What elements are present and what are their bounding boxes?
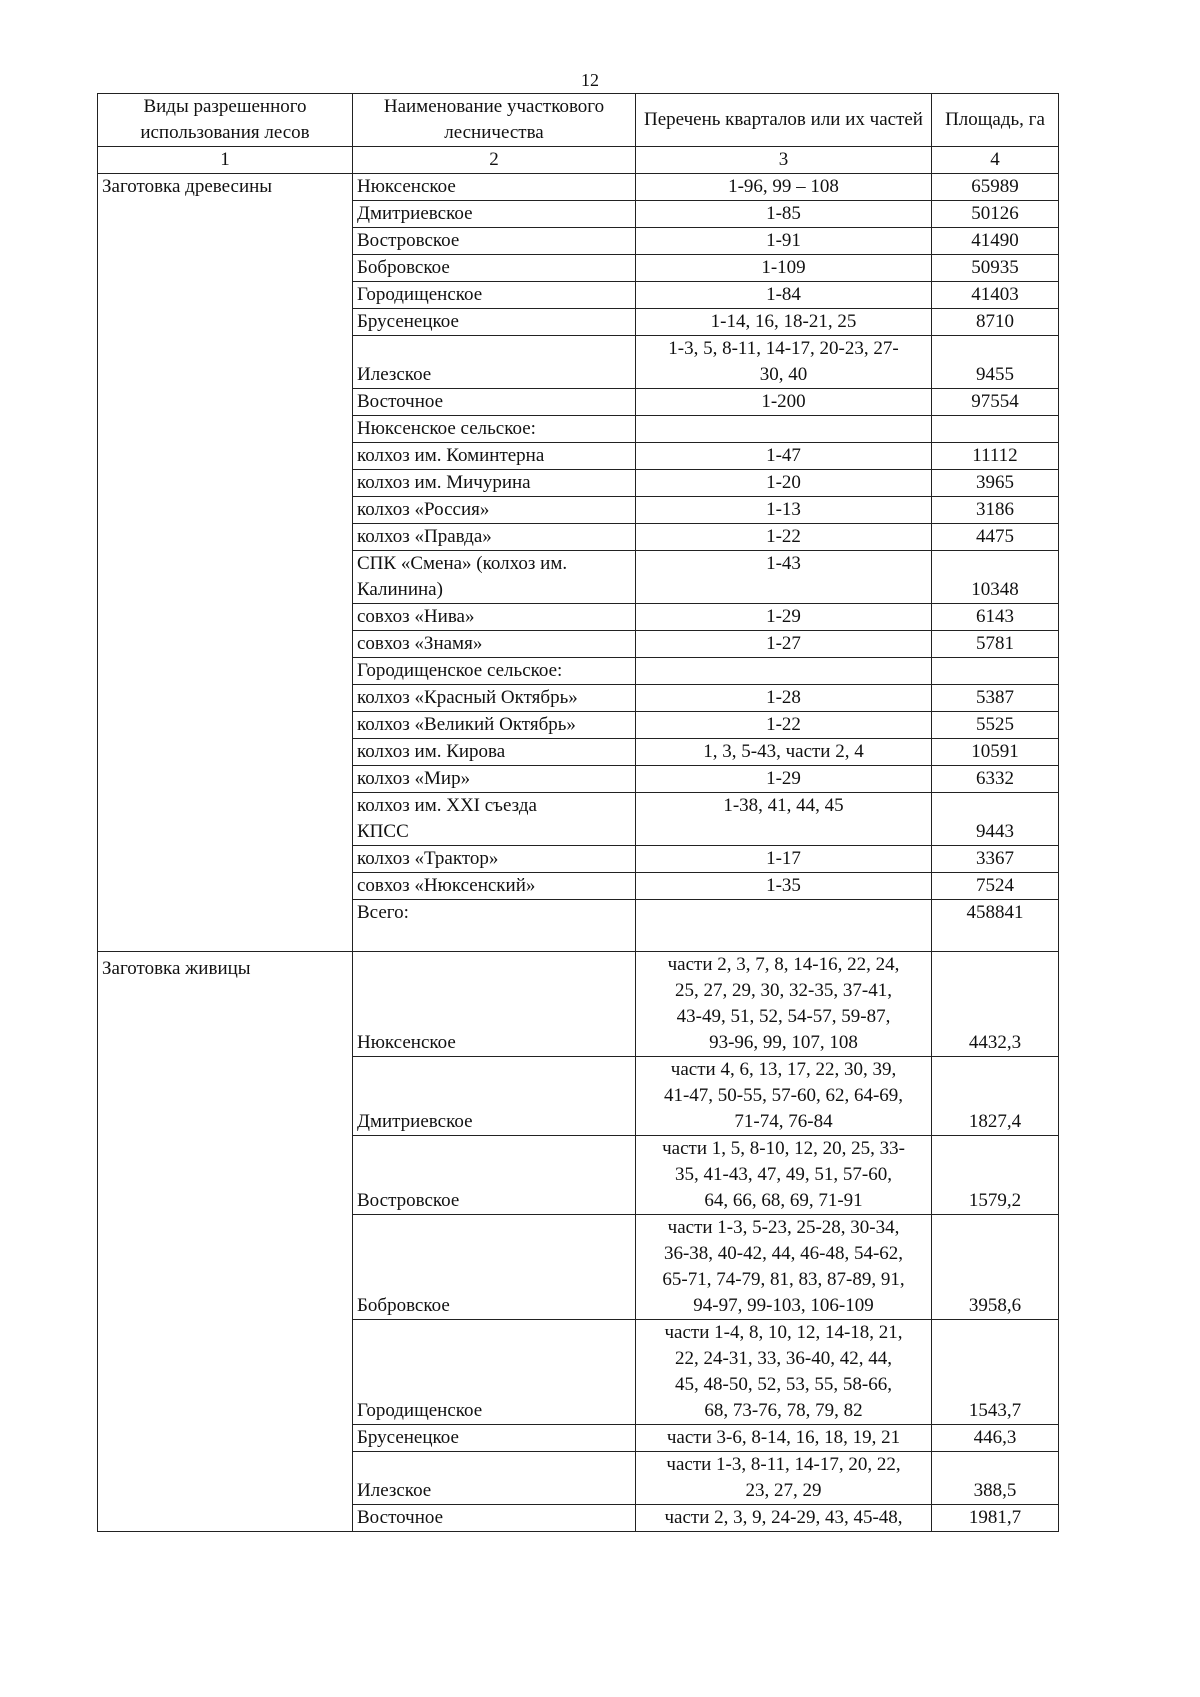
quarters-list: 1, 3, 5-43, части 2, 4 bbox=[636, 739, 932, 766]
forestry-name: колхоз им. Кирова bbox=[353, 739, 636, 766]
total-area: 458841 bbox=[932, 900, 1059, 952]
area-value: 9455 bbox=[932, 336, 1059, 389]
forestry-name: колхоз «Мир» bbox=[353, 766, 636, 793]
forestry-name: СПК «Смена» (колхоз им. Калинина) bbox=[353, 551, 636, 604]
quarters-list: части 2, 3, 9, 24-29, 43, 45-48, bbox=[636, 1505, 932, 1532]
quarters-list: 1-43 bbox=[636, 551, 932, 604]
forestry-name: Городищенское bbox=[353, 282, 636, 309]
area-value bbox=[932, 658, 1059, 685]
forestry-name: колхоз им. XXI съезда КПСС bbox=[353, 793, 636, 846]
quarters-list: 1-28 bbox=[636, 685, 932, 712]
area-value: 6143 bbox=[932, 604, 1059, 631]
forestry-name: совхоз «Знамя» bbox=[353, 631, 636, 658]
forestry-name: Городищенское bbox=[353, 1320, 636, 1425]
column-number-row bbox=[98, 147, 1059, 174]
quarters-list: 1-35 bbox=[636, 873, 932, 900]
forestry-name: Илезское bbox=[353, 1452, 636, 1505]
forestry-name: Брусенецкое bbox=[353, 1425, 636, 1452]
header-area: Площадь, га bbox=[932, 94, 1059, 147]
area-value: 446,3 bbox=[932, 1425, 1059, 1452]
column-number: 3 bbox=[636, 147, 932, 174]
column-number: 2 bbox=[353, 147, 636, 174]
forest-use-table bbox=[97, 93, 1059, 1532]
header-quarters: Перечень кварталов или их частей bbox=[636, 94, 932, 147]
quarters-list: 1-3, 5, 8-11, 14-17, 20-23, 27- 30, 40 bbox=[636, 336, 932, 389]
quarters-list: 1-20 bbox=[636, 470, 932, 497]
forestry-name: Бобровское bbox=[353, 255, 636, 282]
area-value: 5387 bbox=[932, 685, 1059, 712]
area-value bbox=[932, 416, 1059, 443]
area-value: 41403 bbox=[932, 282, 1059, 309]
area-value: 3958,6 bbox=[932, 1215, 1059, 1320]
column-number: 1 bbox=[98, 147, 353, 174]
forestry-group-label: Городищенское сельское: bbox=[353, 658, 636, 685]
quarters-list: 1-22 bbox=[636, 524, 932, 551]
area-value: 97554 bbox=[932, 389, 1059, 416]
area-value: 10348 bbox=[932, 551, 1059, 604]
area-value: 11112 bbox=[932, 443, 1059, 470]
forestry-name: Востровское bbox=[353, 228, 636, 255]
total-label: Всего: bbox=[353, 900, 636, 952]
quarters-list: 1-91 bbox=[636, 228, 932, 255]
forestry-name: колхоз «Правда» bbox=[353, 524, 636, 551]
quarters-list: 1-14, 16, 18-21, 25 bbox=[636, 309, 932, 336]
table-row bbox=[98, 952, 1059, 1057]
quarters-list bbox=[636, 416, 932, 443]
header-forestry-name: Наименование участкового лесничества bbox=[353, 94, 636, 147]
forestry-name: Востровское bbox=[353, 1136, 636, 1215]
area-value: 8710 bbox=[932, 309, 1059, 336]
forestry-name: Восточное bbox=[353, 1505, 636, 1532]
column-number: 4 bbox=[932, 147, 1059, 174]
forestry-name: колхоз им. Мичурина bbox=[353, 470, 636, 497]
area-value: 6332 bbox=[932, 766, 1059, 793]
area-value: 1827,4 bbox=[932, 1057, 1059, 1136]
quarters-list: 1-84 bbox=[636, 282, 932, 309]
forestry-name: Бобровское bbox=[353, 1215, 636, 1320]
quarters-list: части 2, 3, 7, 8, 14-16, 22, 24, 25, 27, 29, 30, 32-35, 37-41, 43-49, 51, 52, 54-57, 59-87, 93-96, 99, 107, 108 bbox=[636, 952, 932, 1057]
forestry-name: Дмитриевское bbox=[353, 1057, 636, 1136]
quarters-list: части 1-3, 8-11, 14-17, 20, 22, 23, 27, 29 bbox=[636, 1452, 932, 1505]
quarters-list: части 1-3, 5-23, 25-28, 30-34, 36-38, 40-42, 44, 46-48, 54-62, 65-71, 74-79, 81, 83, 87-89, 91, 94-97, 99-103, 106-109 bbox=[636, 1215, 932, 1320]
total-quarters bbox=[636, 900, 932, 952]
forestry-name: Дмитриевское bbox=[353, 201, 636, 228]
forestry-name: колхоз «Трактор» bbox=[353, 846, 636, 873]
quarters-list: 1-200 bbox=[636, 389, 932, 416]
quarters-list: 1-96, 99 – 108 bbox=[636, 174, 932, 201]
quarters-list: части 1-4, 8, 10, 12, 14-18, 21, 22, 24-31, 33, 36-40, 42, 44, 45, 48-50, 52, 53, 55, 58-66, 68, 73-76, 78, 79, 82 bbox=[636, 1320, 932, 1425]
page-number: 12 bbox=[581, 70, 599, 90]
forestry-name: Брусенецкое bbox=[353, 309, 636, 336]
quarters-list: 1-29 bbox=[636, 604, 932, 631]
quarters-list: 1-17 bbox=[636, 846, 932, 873]
quarters-list: части 1, 5, 8-10, 12, 20, 25, 33- 35, 41-43, 47, 49, 51, 57-60, 64, 66, 68, 69, 71-91 bbox=[636, 1136, 932, 1215]
quarters-list: 1-27 bbox=[636, 631, 932, 658]
area-value: 1543,7 bbox=[932, 1320, 1059, 1425]
quarters-list: 1-47 bbox=[636, 443, 932, 470]
forestry-name: Восточное bbox=[353, 389, 636, 416]
area-value: 9443 bbox=[932, 793, 1059, 846]
forestry-name: колхоз «Великий Октябрь» bbox=[353, 712, 636, 739]
forestry-name: колхоз «Красный Октябрь» bbox=[353, 685, 636, 712]
forestry-name: колхоз им. Коминтерна bbox=[353, 443, 636, 470]
forestry-name: совхоз «Нива» bbox=[353, 604, 636, 631]
area-value: 5781 bbox=[932, 631, 1059, 658]
area-value: 3965 bbox=[932, 470, 1059, 497]
quarters-list: части 4, 6, 13, 17, 22, 30, 39, 41-47, 50-55, 57-60, 62, 64-69, 71-74, 76-84 bbox=[636, 1057, 932, 1136]
area-value: 3186 bbox=[932, 497, 1059, 524]
area-value: 50935 bbox=[932, 255, 1059, 282]
quarters-list: части 3-6, 8-14, 16, 18, 19, 21 bbox=[636, 1425, 932, 1452]
use-type-cell: Заготовка живицы bbox=[98, 952, 353, 1532]
forestry-name: Нюксенское bbox=[353, 952, 636, 1057]
forestry-name: Илезское bbox=[353, 336, 636, 389]
area-value: 3367 bbox=[932, 846, 1059, 873]
area-value: 50126 bbox=[932, 201, 1059, 228]
forestry-name: совхоз «Нюксенский» bbox=[353, 873, 636, 900]
area-value: 5525 bbox=[932, 712, 1059, 739]
area-value: 10591 bbox=[932, 739, 1059, 766]
quarters-list: 1-22 bbox=[636, 712, 932, 739]
area-value: 1981,7 bbox=[932, 1505, 1059, 1532]
area-value: 1579,2 bbox=[932, 1136, 1059, 1215]
area-value: 4432,3 bbox=[932, 952, 1059, 1057]
quarters-list: 1-29 bbox=[636, 766, 932, 793]
quarters-list: 1-85 bbox=[636, 201, 932, 228]
forestry-name: колхоз «Россия» bbox=[353, 497, 636, 524]
quarters-list: 1-109 bbox=[636, 255, 932, 282]
area-value: 65989 bbox=[932, 174, 1059, 201]
area-value: 7524 bbox=[932, 873, 1059, 900]
quarters-list: 1-38, 41, 44, 45 bbox=[636, 793, 932, 846]
quarters-list: 1-13 bbox=[636, 497, 932, 524]
forestry-name: Нюксенское bbox=[353, 174, 636, 201]
header-use-type: Виды разрешенного использования лесов bbox=[98, 94, 353, 147]
table-row bbox=[98, 174, 1059, 201]
use-type-cell: Заготовка древесины bbox=[98, 174, 353, 952]
table-header-row bbox=[98, 94, 1059, 147]
forestry-group-label: Нюксенское сельское: bbox=[353, 416, 636, 443]
area-value: 4475 bbox=[932, 524, 1059, 551]
area-value: 41490 bbox=[932, 228, 1059, 255]
area-value: 388,5 bbox=[932, 1452, 1059, 1505]
quarters-list bbox=[636, 658, 932, 685]
